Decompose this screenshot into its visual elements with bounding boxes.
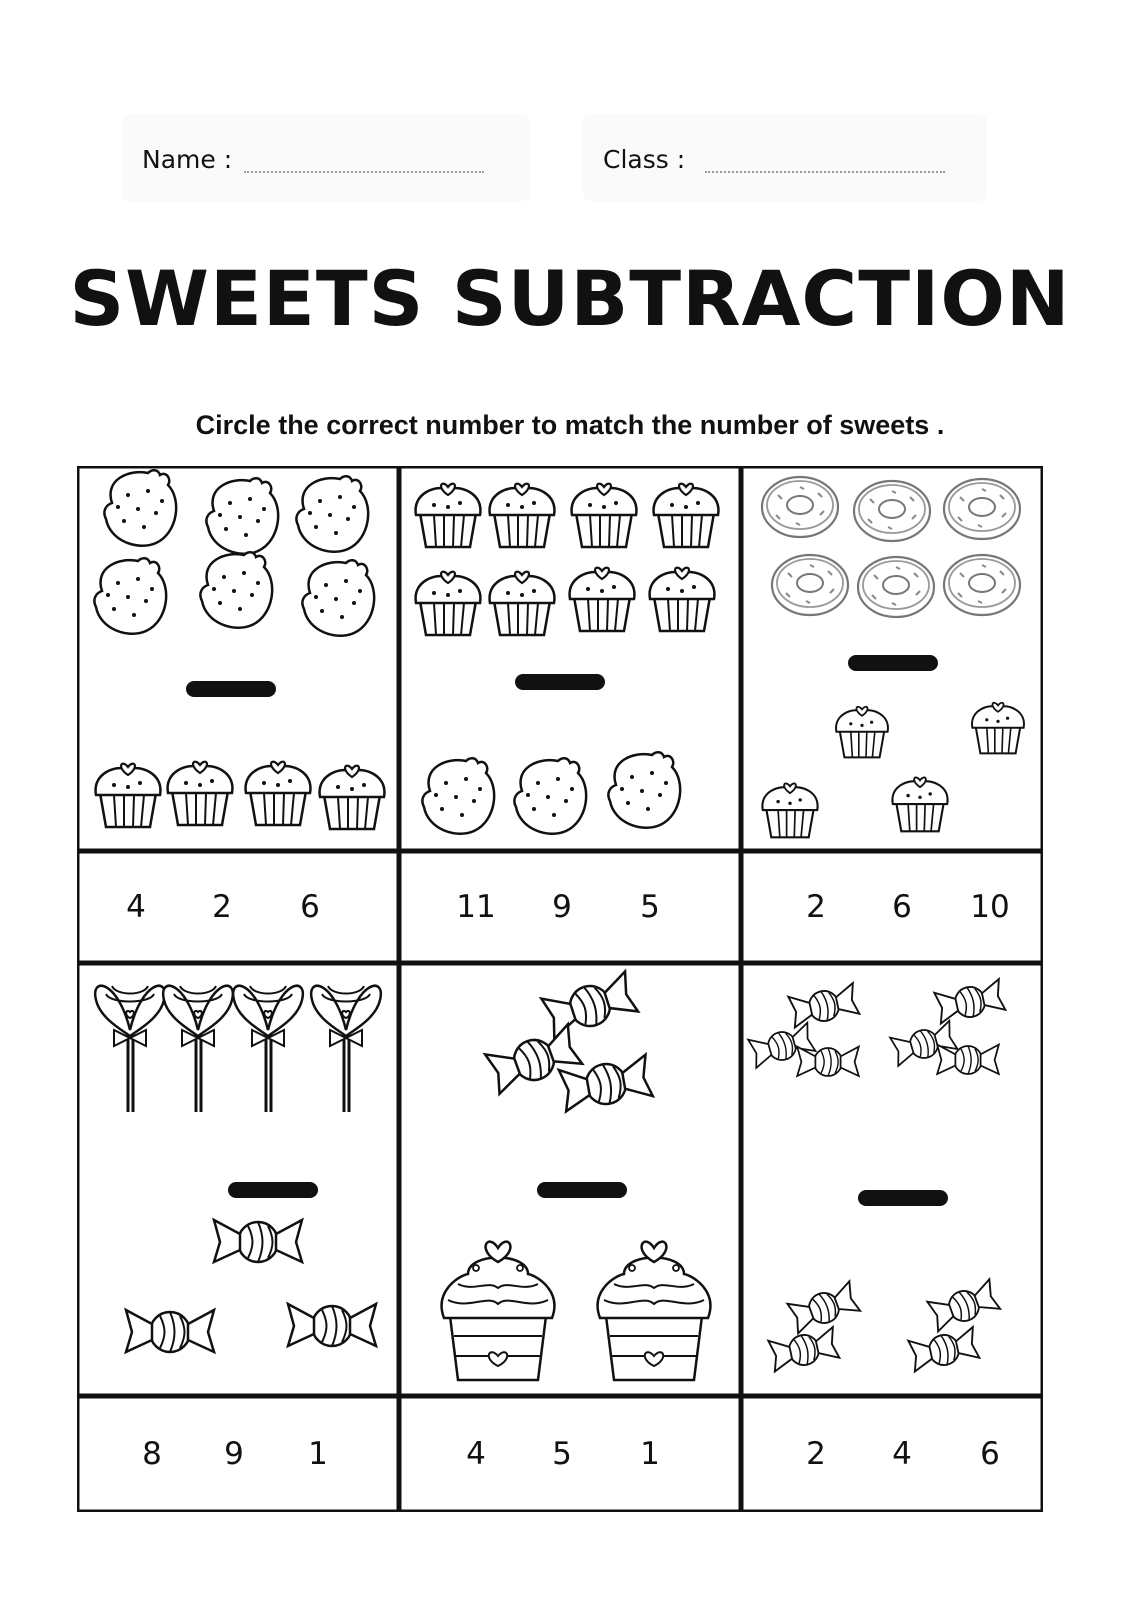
answer-option[interactable]: 6 bbox=[300, 889, 320, 925]
lollipop-icon bbox=[95, 986, 165, 1112]
answer-option[interactable]: 2 bbox=[212, 889, 232, 925]
cookie-icon bbox=[206, 478, 278, 554]
cookie-icon bbox=[200, 552, 272, 628]
cookie-icon bbox=[422, 758, 494, 834]
answer-cell-3 bbox=[744, 853, 1039, 961]
cupcake-icon bbox=[654, 484, 719, 547]
cupcake-icon bbox=[570, 568, 635, 631]
candy-icon bbox=[937, 1045, 999, 1074]
problem-3-picture bbox=[744, 469, 1039, 849]
cupcake-icon bbox=[892, 777, 947, 831]
answer-option[interactable]: 1 bbox=[308, 1436, 328, 1472]
answer-option[interactable]: 9 bbox=[552, 889, 572, 925]
cupcake-icon bbox=[762, 783, 817, 837]
answer-option[interactable]: 4 bbox=[892, 1436, 912, 1472]
cupcake-icon bbox=[416, 484, 481, 547]
answer-cell-2 bbox=[402, 853, 739, 961]
donut-icon bbox=[944, 555, 1020, 615]
answer-option[interactable]: 11 bbox=[456, 889, 496, 925]
cupcake-icon bbox=[572, 484, 637, 547]
candy-icon bbox=[214, 1220, 302, 1262]
candy-icon bbox=[927, 1279, 1000, 1331]
candy-icon bbox=[541, 971, 638, 1038]
answer-option[interactable]: 6 bbox=[892, 889, 912, 925]
instruction-text: Circle the correct number to match the number of sweets . bbox=[195, 410, 945, 440]
minus-sign bbox=[515, 674, 605, 690]
class-input-line[interactable] bbox=[705, 171, 945, 173]
cookie-icon bbox=[104, 470, 176, 546]
cookie-icon bbox=[302, 560, 374, 636]
cupcake-icon bbox=[96, 764, 161, 827]
cupcake-icon bbox=[416, 572, 481, 635]
candy-icon bbox=[797, 1047, 859, 1076]
candy-icon bbox=[934, 979, 1005, 1024]
answer-option[interactable]: 1 bbox=[640, 1436, 660, 1472]
cupcake-icon bbox=[490, 484, 555, 547]
name-field-box bbox=[122, 115, 530, 201]
answer-option[interactable]: 9 bbox=[224, 1436, 244, 1472]
donut-icon bbox=[858, 557, 934, 617]
cupcake-icon bbox=[320, 766, 385, 829]
big-cupcake-icon bbox=[598, 1242, 711, 1380]
minus-sign bbox=[537, 1182, 627, 1198]
answer-option[interactable]: 5 bbox=[640, 889, 660, 925]
candy-icon bbox=[908, 1327, 979, 1372]
donut-icon bbox=[772, 555, 848, 615]
minus-sign bbox=[858, 1190, 948, 1206]
lollipop-icon bbox=[311, 986, 381, 1112]
cupcake-icon bbox=[168, 762, 233, 825]
answer-option[interactable]: 2 bbox=[806, 889, 826, 925]
answer-cell-5 bbox=[402, 1399, 739, 1509]
cookie-icon bbox=[296, 476, 368, 552]
class-label: Class : bbox=[603, 145, 686, 174]
minus-sign bbox=[848, 655, 938, 671]
cupcake-icon bbox=[836, 707, 888, 758]
problem-4-picture bbox=[80, 966, 397, 1392]
answer-option[interactable]: 8 bbox=[142, 1436, 162, 1472]
answer-cell-4 bbox=[80, 1399, 397, 1509]
lollipop-icon bbox=[163, 986, 233, 1112]
problem-6-picture bbox=[744, 966, 1039, 1392]
answer-cell-1 bbox=[80, 853, 397, 961]
answer-cell-6 bbox=[744, 1399, 1039, 1509]
cupcake-icon bbox=[246, 762, 311, 825]
big-cupcake-icon bbox=[442, 1242, 555, 1380]
answer-option[interactable]: 4 bbox=[466, 1436, 486, 1472]
cupcake-icon bbox=[490, 572, 555, 635]
donut-icon bbox=[944, 479, 1020, 539]
cupcake-icon bbox=[650, 568, 715, 631]
candy-icon bbox=[288, 1304, 376, 1346]
class-field-box bbox=[583, 115, 987, 201]
minus-sign bbox=[228, 1182, 318, 1198]
name-input-line[interactable] bbox=[244, 171, 484, 173]
candy-icon bbox=[788, 983, 859, 1028]
answer-option[interactable]: 4 bbox=[126, 889, 146, 925]
worksheet-title: SWEETS SUBTRACTION bbox=[69, 254, 1071, 343]
candy-icon bbox=[768, 1327, 839, 1372]
donut-icon bbox=[762, 477, 838, 537]
cookie-icon bbox=[514, 758, 586, 834]
name-label: Name : bbox=[142, 145, 233, 174]
answer-option[interactable]: 10 bbox=[970, 889, 1010, 925]
problem-1-picture bbox=[80, 469, 397, 849]
answer-option[interactable]: 2 bbox=[806, 1436, 826, 1472]
minus-sign bbox=[186, 681, 276, 697]
answer-option[interactable]: 5 bbox=[552, 1436, 572, 1472]
cookie-icon bbox=[608, 752, 680, 828]
answer-option[interactable]: 6 bbox=[980, 1436, 1000, 1472]
candy-icon bbox=[787, 1281, 860, 1333]
cupcake-icon bbox=[972, 703, 1024, 754]
donut-icon bbox=[854, 481, 930, 541]
cookie-icon bbox=[94, 558, 166, 634]
lollipop-icon bbox=[233, 986, 303, 1112]
problem-2-picture bbox=[402, 469, 739, 849]
problem-5-picture bbox=[402, 966, 739, 1392]
candy-icon bbox=[126, 1310, 214, 1352]
